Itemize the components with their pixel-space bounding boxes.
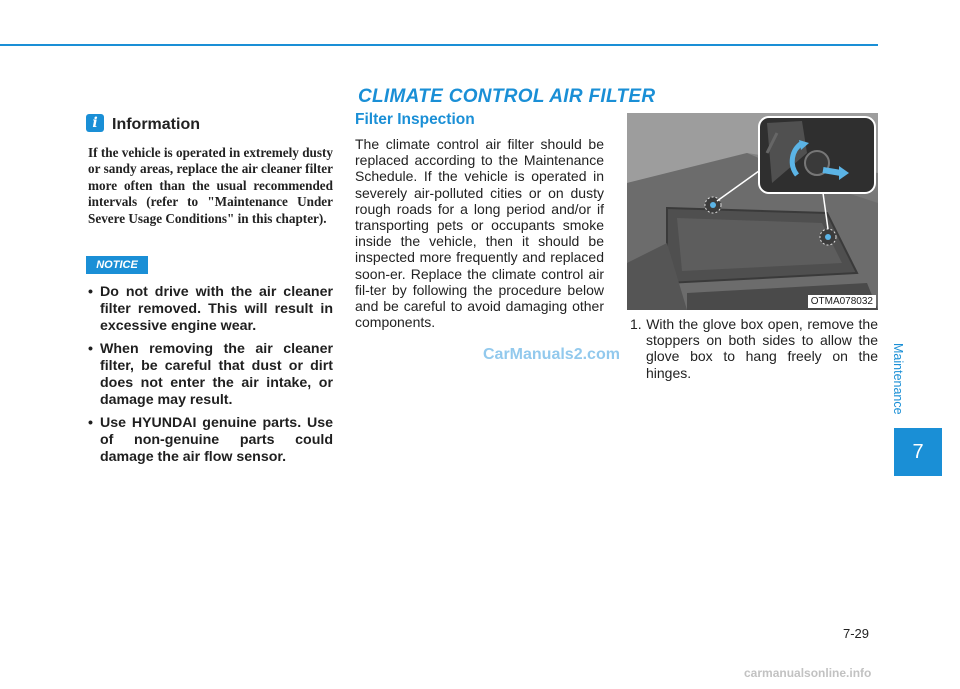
header-rule [0, 44, 878, 46]
section-title: CLIMATE CONTROL AIR FILTER [358, 86, 656, 107]
page-number: 7-29 [843, 626, 870, 641]
chapter-number-tab: 7 [894, 428, 942, 476]
figure-caption: OTMA078032 [808, 295, 876, 308]
notice-badge: NOTICE [86, 256, 148, 274]
information-body: If the vehicle is operated in extremely dusty or sandy areas, replace the air cleaner filter more often than the usual recommended intervals (refer to "Maintenance Under Severe Usage Conditions" in this chapter). [88, 145, 333, 226]
glove-box-illustration [627, 113, 878, 310]
info-icon: i [86, 114, 104, 132]
glove-box-figure [627, 113, 878, 310]
step-item: 1. With the glove box open, remove the stoppers on both sides to allow the glove box to hang freely on the hinges. [630, 316, 878, 381]
notice-item: • Use HYUNDAI genuine parts. Use of non-genuine parts could damage the air flow sensor. [88, 415, 333, 466]
notice-list [88, 284, 333, 472]
filter-inspection-body: The climate control air filter should be replaced according to the Maintenance Schedule. If the vehicle is operated in severely air-polluted cities or on dusty rough roads for a long period and/or if transporting pets or occupants smoke inside the vehicle, then it should be inspected more frequently and replaced soon-er. Replace the climate control air fil-ter by following the procedure below and be careful to avoid damaging other components. [355, 136, 604, 331]
chapter-side-label: Maintenance [891, 343, 905, 415]
footer-watermark: carmanualsonline.info [744, 666, 872, 680]
watermark-link[interactable]: CarManuals2.com [483, 346, 620, 363]
step-list [630, 316, 878, 381]
notice-item: • When removing the air cleaner filter, be careful that dust or dirt does not enter the air intake, or damage may result. [88, 341, 333, 409]
information-title: Information [112, 116, 200, 133]
notice-item: • Do not drive with the air cleaner filter removed. This will result in excessive engine wear. [88, 284, 333, 335]
filter-inspection-heading: Filter Inspection [355, 111, 475, 128]
